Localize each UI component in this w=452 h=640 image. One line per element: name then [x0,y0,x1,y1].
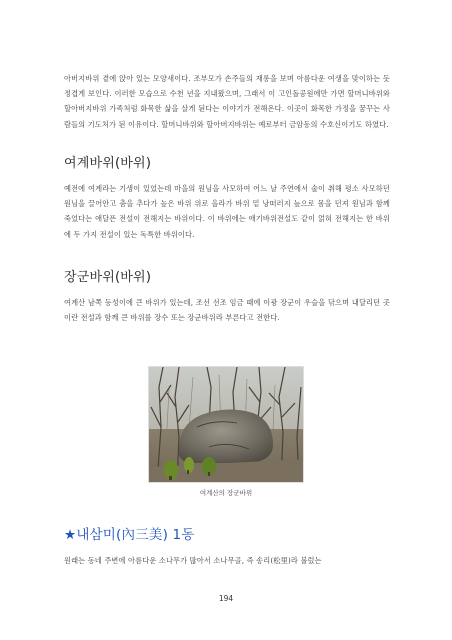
general-rock-paragraph: 여계산 남쪽 등성이에 큰 바위가 있는데, 조선 선조 임금 때에 이광 장군이 우슬을 닦으며 내달리던 곳이란 전설과 함께 큰 바위를 장수 또는 장군바위라 부른다고 전한다. [64,298,390,323]
yeogye-rock-paragraph: 예전에 여계라는 기생이 있었는데 마을의 원님을 사모하여 어느 날 주연에서 술이 취해 평소 사모하던 원님을 끌어안고 춤을 추다가 높은 바위 위로 올라가 바위 밑 낭떠러지 늪으로 몸을 던져 원님과 함께 죽었다는 애달픈 전설이 전해지는 바위이다. 이 바위에는 애기바위전설도 같이 얽혀 전해지는 한 바위에 두 가지 전설이 있는 독특한 바위이다. [64,184,390,239]
naesammi-paragraph: 원래는 동네 주변에 아름다운 소나무가 많아서 소나무골, 즉 송리(松里)라 불렀는 [64,556,322,565]
page-number: 194 [218,594,234,603]
photo-caption: 여계산의 장군바위 [199,489,253,497]
section-title-text: 내삼미(內三美) 1동 [76,527,195,543]
section-heading-general-rock: 장군바위(바위) [64,270,152,285]
intro-paragraph: 아버지바위 곁에 앉아 있는 모양새이다. 조부모가 손주들의 재롱을 보며 아름다운 여생을 맞이하는 듯 정겹게 보인다. 이러한 모습으로 수천 년을 지내왔으며, 그래서 이 고인돌공원에만 가면 할머니바위와 할아버지바위 가족처럼 화목한 삶을 살게 된다는 이야기가 전해온다. 이곳이 화목한 가정을 꿈꾸는 사람들의 기도처가 된 이유이다. 할머니바위와 할아버지바위는 예로부터 금암동의 수호신이기도 하였다. [64,74,390,129]
section-heading-yeogye-rock: 여계바위(바위) [64,156,152,171]
star-icon: ★ [64,527,77,543]
section-heading-naesammi [64,523,195,543]
general-rock-photo [148,366,304,483]
